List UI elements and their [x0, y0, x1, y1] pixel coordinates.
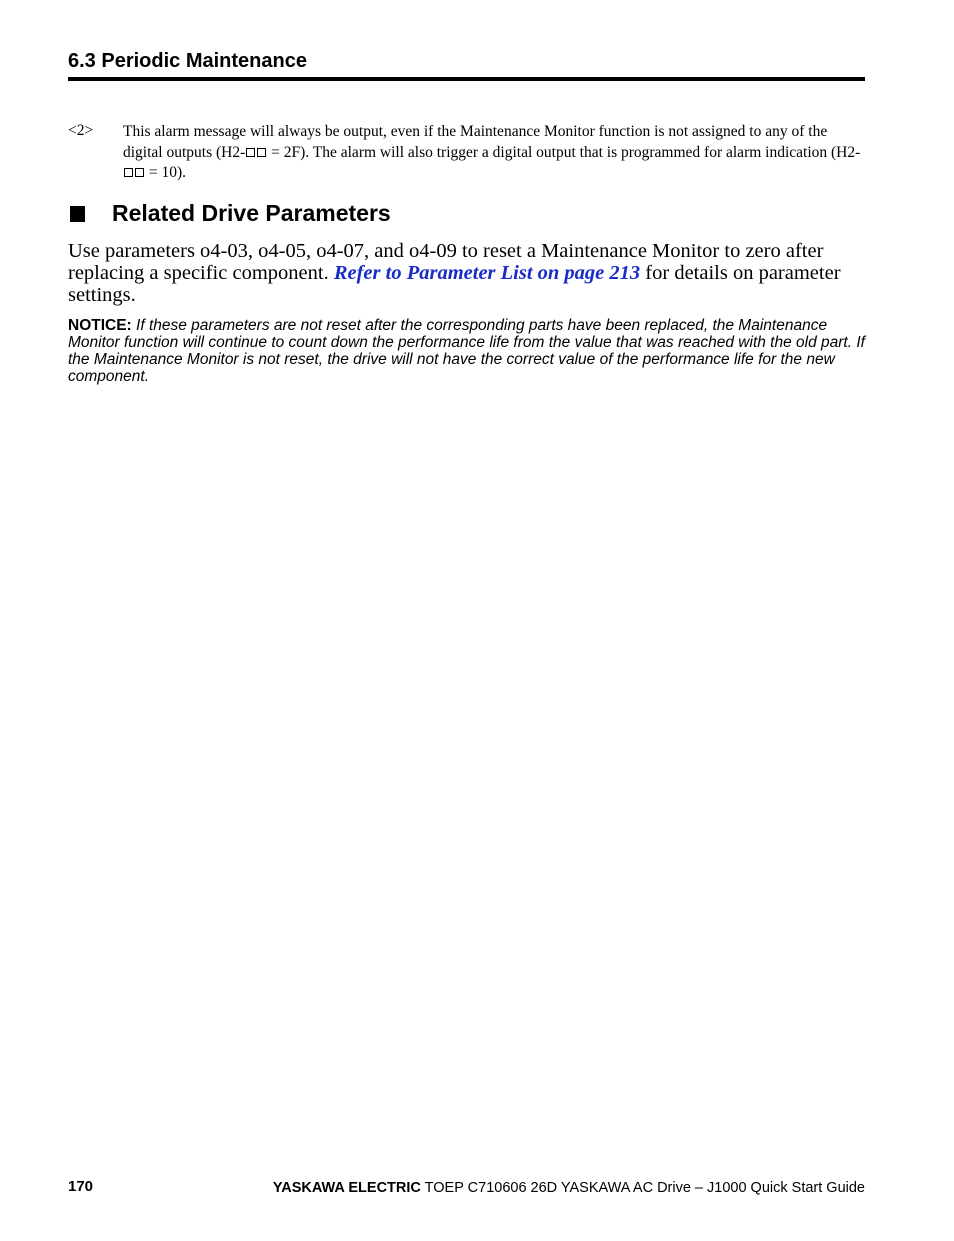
footer-text [273, 1180, 865, 1196]
footer-doc-info: TOEP C710606 26D YASKAWA AC Drive – J1000 Quick Start Guide [424, 1180, 865, 1196]
page-reference-link[interactable]: Refer to Parameter List on page 213 [333, 262, 641, 284]
body-paragraph [68, 240, 868, 306]
section-title: 6.3 Periodic Maintenance [68, 50, 307, 72]
subsection-bullet-icon [70, 206, 85, 222]
footnote-text-part-2: = 2F). The alarm will also trigger a digital output that is programmed for alarm indication (H2- [267, 143, 861, 161]
footnote-marker: <2> [68, 122, 94, 139]
placeholder-box-icon [124, 168, 133, 177]
notice-label: NOTICE: [68, 317, 132, 334]
placeholder-box-icon [257, 148, 266, 157]
body-text-start: Use parameters o4-03, o4-05, o4-07, and o4-09 to reset a Maintenance Monitor to zero after replacing a specific component. [68, 240, 824, 284]
footer-brand: YASKAWA ELECTRIC [272, 1180, 421, 1196]
page-number: 170 [68, 1178, 94, 1195]
footnote-text-part-1: This alarm message will always be output, even if the Maintenance Monitor function is not assigned to any of the digital outputs (H2- [123, 123, 828, 161]
placeholder-box-icon [135, 168, 144, 177]
section-rule [68, 77, 865, 81]
notice-text: If these parameters are not reset after the corresponding parts have been replaced, the Maintenance Monitor function will continue to count down the performance life from the value that was reached with the old part. If the Maintenance Monitor is not reset, the drive will not have the correct value of the performance life for the new component. [68, 317, 865, 385]
notice-block [68, 317, 868, 385]
footnote-text [123, 122, 868, 184]
footnote-text-part-3: = 10). [145, 164, 187, 181]
placeholder-box-icon [246, 148, 255, 157]
subsection-title: Related Drive Parameters [112, 200, 391, 226]
body-text-end: for details on parameter settings. [68, 262, 841, 306]
